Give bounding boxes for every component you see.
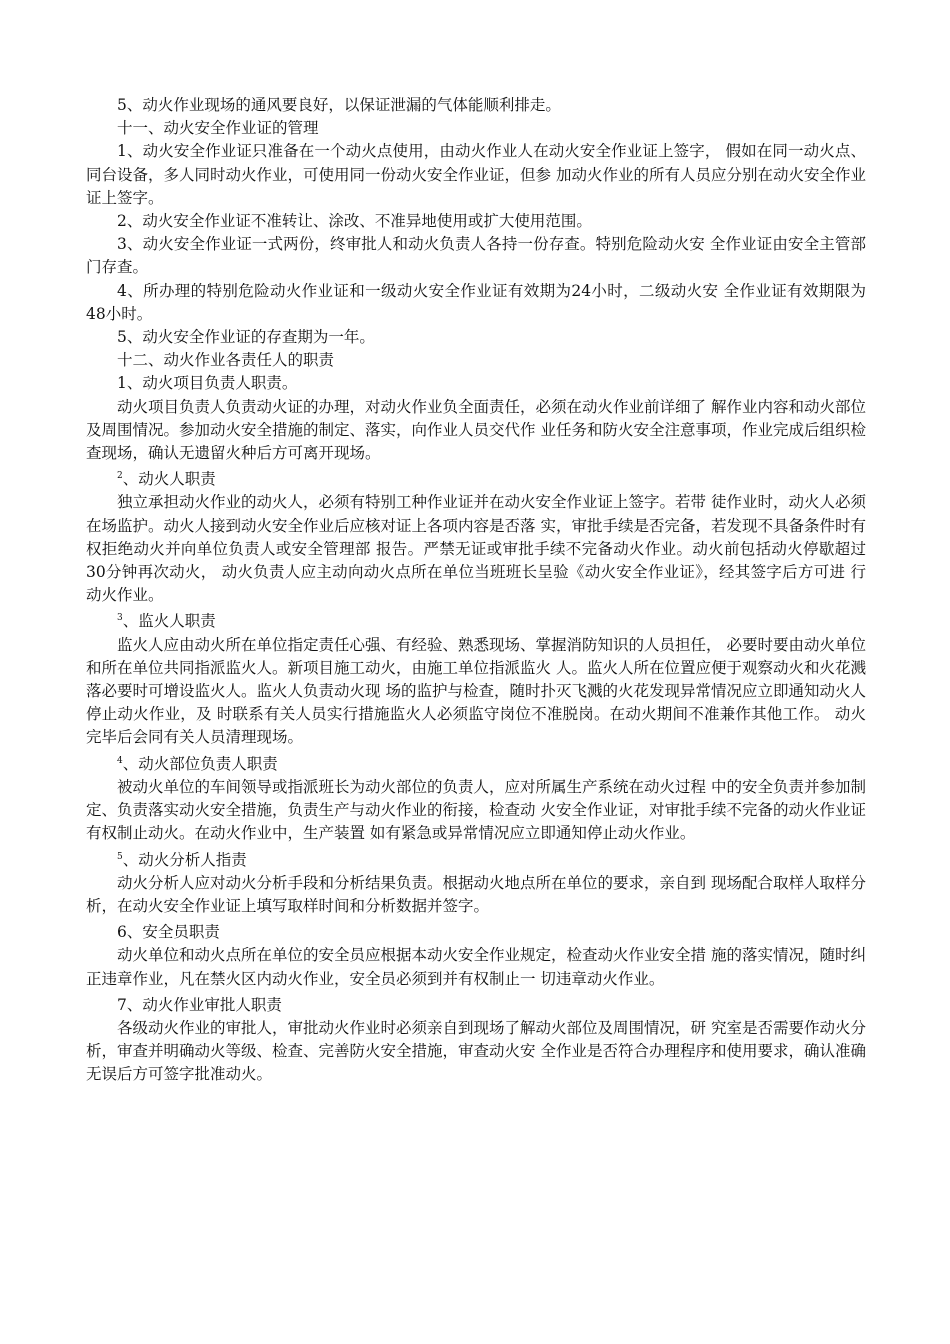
heading-number: 4 [117,755,123,766]
sub-heading [86,610,866,633]
heading-number: 2 [117,471,123,482]
section-heading: 十二、动火作业各责任人的职责 [117,351,335,370]
sub-heading: 1、动火项目负责人职责。 [117,374,298,393]
sub-heading [86,468,866,491]
paragraph: 监火人应由动火所在单位指定责任心强、有经验、熟悉现场、掌握消防知识的人员担任， 必要时要由动火单位和所在单位共同指派监火人。新项目施工动火，由施工单位指派监火 人。监火人所在位置应便于观察动火和火花溅落必要时可增设监火人。监火人负责动火现 场的监护与检查，随时扑灭飞溅的火花发现异常情况应立即通知动火人停止动火作业，及 时联系有关人员实行措施监火人必须监守岗位不准脱岗。在动火期间不准兼作其他工作。 动火完毕后会同有关人员清理现场。 [86,635,866,747]
sub-heading: 7、动火作业审批人职责 [117,995,282,1014]
paragraph: 动火分析人应对动火分析手段和分析结果负责。根据动火地点所在单位的要求，亲自到 现场配合取样人取样分析，在动火安全作业证上填写取样时间和分析数据并签字。 [86,873,866,915]
paragraph: 4、所办理的特别危险动火作业证和一级动火安全作业证有效期为24小时，二级动火安 全作业证有效期限为48小时。 [86,281,866,323]
heading-number: 3 [117,613,123,624]
section-heading: 十一、动火安全作业证的管理 [117,119,319,138]
paragraph: 5、动火作业现场的通风要良好，以保证泄漏的气体能顺利排走。 [117,96,561,114]
heading-text: 、动火人职责 [122,470,216,489]
heading-number: 5 [117,851,123,862]
sub-heading [86,849,866,872]
paragraph: 动火单位和动火点所在单位的安全员应根据本动火安全作业规定，检查动火作业安全措 施的落实情况，随时纠正违章作业，凡在禁火区内动火作业，安全员必须到并有权制止一 切违章动火作业。 [86,946,866,988]
paragraph: 各级动火作业的审批人，审批动火作业时必须亲自到现场了解动火部位及周围情况，研 究室是否需要作动火分析，审查并明确动火等级、检查、完善防火安全措施，审查动火安 全作业是否符合办理程序和使用要求，确认准确无误后方可签字批准动火。 [86,1018,866,1084]
heading-text: 、监火人职责 [122,612,216,631]
paragraph: 1、动火安全作业证只准备在一个动火点使用，由动火作业人在动火安全作业证上签字， 假如在同一动火点、同台设备，多人同时动火作业，可使用同一份动火安全作业证，但参 加动火作业的所有人员应分别在动火安全作业证上签字。 [86,142,866,207]
paragraph: 5、动火安全作业证的存查期为一年。 [117,328,375,347]
heading-text: 、动火部位负责人职责 [122,754,278,773]
paragraph: 3、动火安全作业证一式两份，终审批人和动火负责人各持一份存查。特别危险动火安 全作业证由安全主管部门存查。 [86,235,866,277]
paragraph: 动火项目负责人负责动火证的办理，对动火作业负全面责任，必须在动火作业前详细了 解作业内容和动火部位及周围情况。参加动火安全措施的制定、落实，向作业人员交代作 业任务和防火安全注意事项，作业完成后组织检查现场，确认无遗留火种后方可离开现场。 [86,397,866,463]
document-page [86,94,866,1087]
sub-heading [86,753,866,776]
paragraph: 独立承担动火作业的动火人，必须有特别工种作业证并在动火安全作业证上签字。若带 徒作业时，动火人必须在场监护。动火人接到动火安全作业后应核对证上各项内容是否落 实，审批手续是否完备，若发现不具备条件时有权拒绝动火并向单位负责人或安全管理部 报告。严禁无证或审批手续不完备动火作业。动火前包括动火停歇超过30分钟再次动火， 动火负责人应主动向动火点所在单位当班班长呈验《动火安全作业证》，经其签字后方可进 行动火作业。 [86,493,866,605]
paragraph: 2、动火安全作业证不准转让、涂改、不准异地使用或扩大使用范围。 [117,212,592,231]
sub-heading: 6、安全员职责 [117,923,220,942]
heading-text: 、动火分析人指责 [122,850,247,869]
paragraph: 被动火单位的车间领导或指派班长为动火部位的负责人，应对所属生产系统在动火过程 中的安全负责并参加制定、负责落实动火安全措施，负责生产与动火作业的衔接，检查动 火安全作业证，对审批手续不完备的动火作业证有权制止动火。在动火作业中，生产装置 如有紧急或异常情况应立即通知停止动火作业。 [86,777,866,843]
